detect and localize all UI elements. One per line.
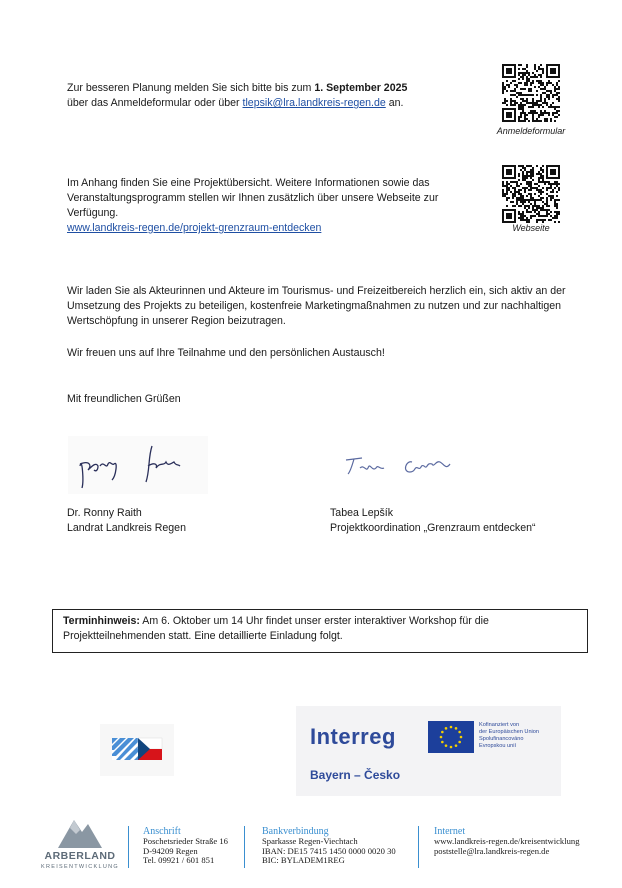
- email-link[interactable]: tlepsik@lra.landkreis-regen.de: [242, 97, 386, 109]
- arberland-name: ARBERLAND: [44, 850, 116, 862]
- eu-text-line: Evropskou unií: [479, 743, 517, 749]
- website-link[interactable]: www.landkreis-regen.de/projekt-grenzraum-entdecken: [67, 222, 322, 234]
- signatory-role: Landrat Landkreis Regen: [67, 522, 186, 534]
- planning-text-2: über das Anmeldeformular oder über: [67, 97, 243, 109]
- notice-label: Terminhinweis:: [63, 615, 140, 627]
- eu-text-line: Kofinanziert von: [479, 722, 520, 728]
- deadline: 1. September 2025: [314, 82, 408, 94]
- footer-label: Anschrift: [143, 826, 181, 837]
- invitation-paragraph: Wir laden Sie als Akteurinnen und Akteure im Tourismus- und Freizeitbereich herzlich ein, sich aktiv an der Umsetzung des Projekts zu beteiligen, kostenfreie Marketingmaßnahmen zu nutzen und zur nachhaltigen Wertschöpfung in unserer Region beizutragen.: [67, 285, 566, 327]
- footer-bank: [262, 826, 396, 866]
- signatory-lepsik: [330, 506, 536, 536]
- attachment-paragraph: [67, 176, 477, 236]
- bavaria-czech-logo: [100, 724, 174, 776]
- notice-text: Am 6. Oktober um 14 Uhr findet unser erster interaktiver Workshop für die Projektteilnehmenden statt. Eine detaillierte Einladung folgt.: [63, 615, 489, 642]
- bavaria-czech-flag-icon: [100, 724, 174, 776]
- footer-line: Sparkasse Regen-Viechtach: [262, 836, 358, 846]
- eu-cofinance-text: [479, 722, 539, 750]
- qr-code-website[interactable]: [502, 165, 560, 228]
- signatory-role: Projektkoordination „Grenzraum entdecken“: [330, 522, 536, 534]
- planning-text: Zur besseren Planung melden Sie sich bitte bis zum: [67, 82, 315, 94]
- eu-flag-icon: [428, 721, 474, 753]
- qr-code-icon: [502, 165, 560, 223]
- footer-line: Tel. 09921 / 601 851: [143, 855, 215, 866]
- footer-website-link[interactable]: www.landkreis-regen.de/kreisentwicklung: [434, 836, 580, 846]
- footer-email-link[interactable]: poststelle@lra.landkreis-regen.de: [434, 845, 550, 856]
- signatory-raith: [67, 506, 186, 536]
- arberland-sub: KREISENTWICKLUNG: [41, 864, 119, 870]
- footer-divider: [418, 826, 419, 868]
- appointment-notice: [52, 609, 588, 653]
- signatory-name: Tabea Lepšík: [330, 507, 394, 519]
- planning-text-end: an.: [385, 97, 404, 109]
- qr-code-form[interactable]: [502, 64, 560, 127]
- eu-text-line: Spolufinancováno: [479, 736, 524, 742]
- planning-paragraph: [67, 81, 477, 111]
- footer-line: Poschetsrieder Straße 16: [143, 836, 228, 846]
- footer-line: IBAN: DE15 7415 1450 0000 0020 30: [262, 845, 396, 856]
- signature-raith: [68, 436, 208, 494]
- interreg-logo: [296, 706, 561, 796]
- footer-address: [143, 826, 228, 866]
- attachment-text: Im Anhang finden Sie eine Projektübersicht. Weitere Informationen sowie das Veranstaltungsprogramm stellen wir Ihnen zusätzlich über unsere Webseite zur Verfügung.: [67, 177, 439, 219]
- qr-caption-website: Webseite: [512, 223, 550, 233]
- footer-line: D-94209 Regen: [143, 845, 198, 856]
- mountain-icon: [40, 810, 120, 850]
- greeting: Mit freundlichen Grüßen: [67, 393, 181, 405]
- arberland-logo: [40, 810, 120, 874]
- footer-label: Internet: [434, 826, 466, 837]
- eu-text-line: der Europäischen Union: [479, 729, 540, 735]
- signatory-name: Dr. Ronny Raith: [67, 507, 142, 519]
- footer-label: Bankverbindung: [262, 826, 329, 837]
- interreg-wordmark: Interreg: [310, 724, 396, 749]
- footer-divider: [244, 826, 245, 868]
- signature-lepsik: [340, 450, 470, 482]
- interreg-region: Bayern – Česko: [310, 768, 401, 782]
- footer-internet: [434, 826, 580, 856]
- qr-code-icon: [502, 64, 560, 122]
- footer-divider: [128, 826, 129, 868]
- qr-caption-form: Anmeldeformular: [496, 126, 566, 136]
- looking-forward-text: Wir freuen uns auf Ihre Teilnahme und den persönlichen Austausch!: [67, 347, 385, 359]
- footer-line: BIC: BYLADEM1REG: [262, 855, 345, 866]
